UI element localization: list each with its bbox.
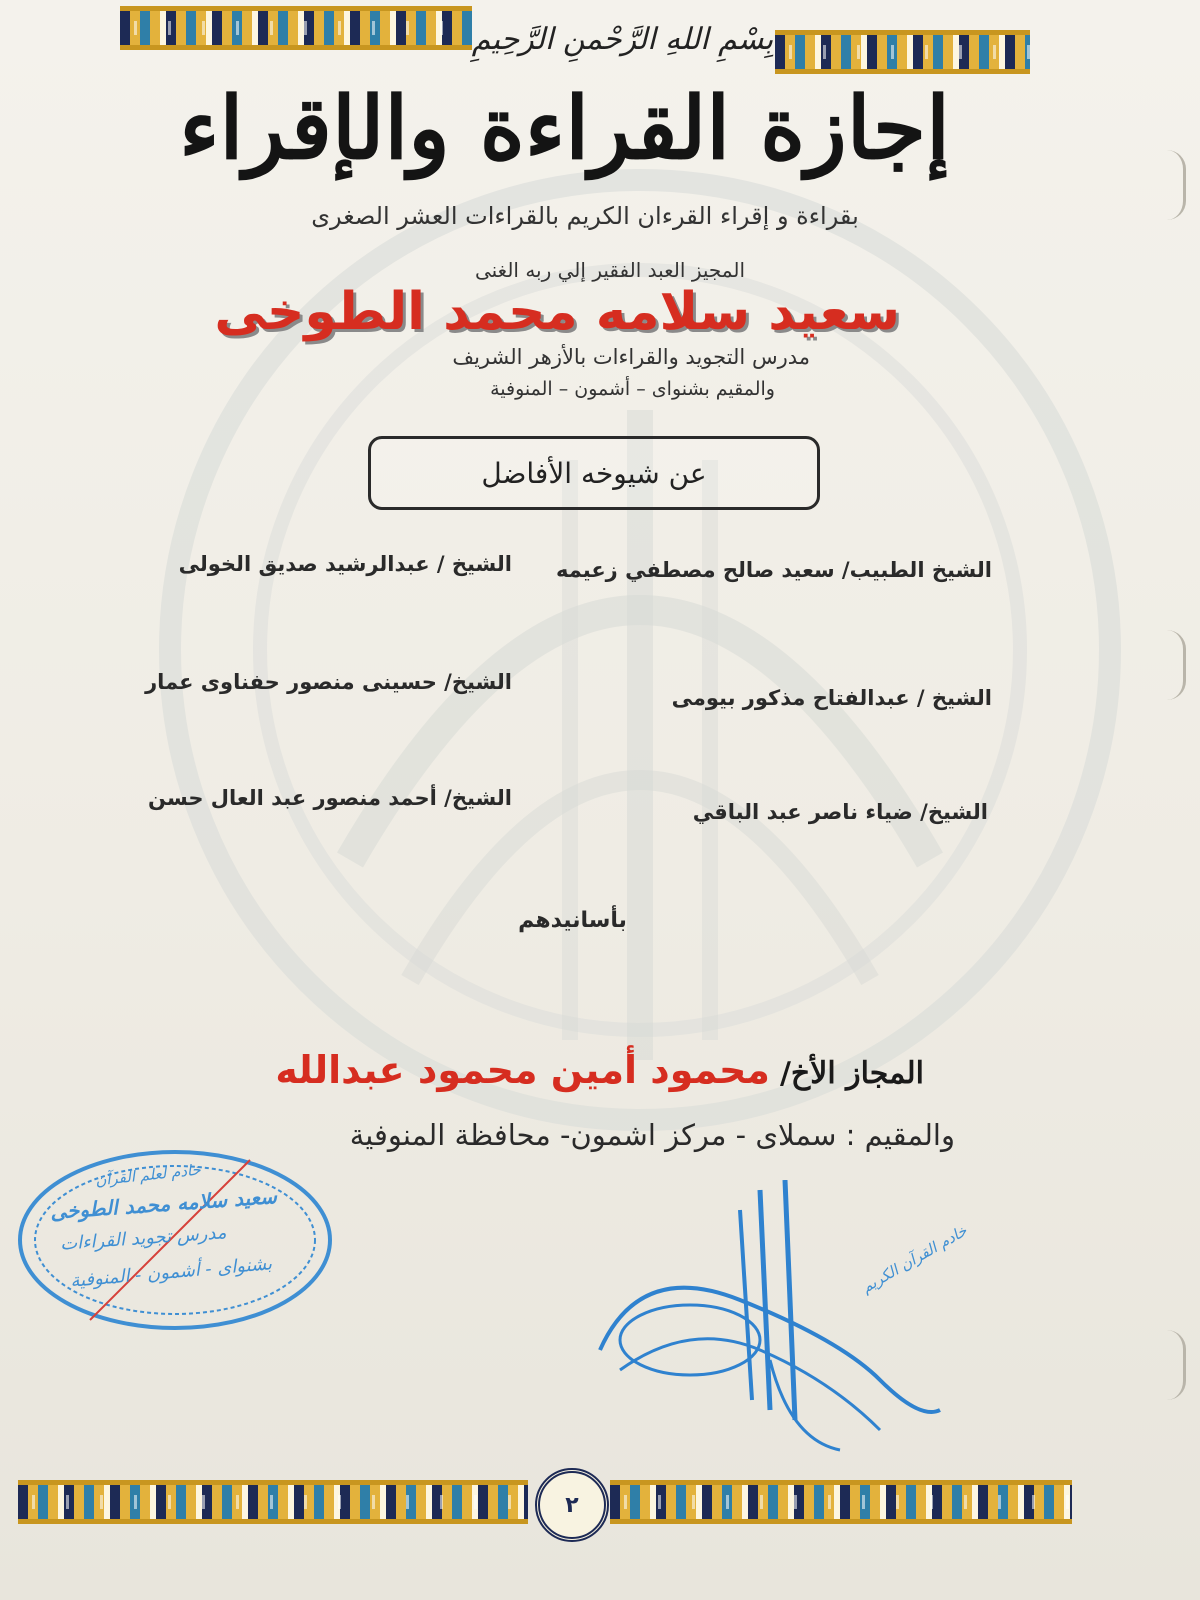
stamp-text: مدرس تجويد القراءات (59, 1222, 228, 1255)
sheikh-name: الشيخ/ حسينى منصور حفناوى عمار (145, 670, 512, 694)
stamp-text: خادم لعلم القرآن (94, 1160, 202, 1190)
mujiz-name: سعيد سلامه محمد الطوخى (214, 282, 900, 342)
stamp-text: بشنواى - أشمون - المنوفية (69, 1253, 273, 1292)
page-number: ٢ (535, 1468, 609, 1542)
sheikh-name: الشيخ / عبدالفتاح مذكور بيومى (671, 686, 992, 710)
mujiz-residence: والمقيم بشنواى – أشمون – المنوفية (490, 378, 775, 400)
sheikh-name: الشيخ/ ضياء ناصر عبد الباقي (692, 800, 988, 824)
mujaz-label: المجاز الأخ/ (779, 1056, 924, 1091)
certificate-subtitle: بقراءة و إقراء القرءان الكريم بالقراءات العشر الصغرى (311, 202, 859, 230)
ornamental-border-top-left (120, 6, 472, 50)
sheikh-name: الشيخ الطبيب/ سعيد صالح مصطفي زعيمه (555, 558, 992, 582)
sheikh-name: الشيخ / عبدالرشيد صديق الخولى (178, 552, 512, 576)
mujaz-name: محمود أمين محمود عبدالله (275, 1048, 770, 1092)
certificate-title: إجازة القراءة والإقراء (179, 78, 950, 179)
sheikhs-heading: عن شيوخه الأفاضل (481, 456, 707, 490)
stamp-text: سعيد سلامه محمد الطوخى (49, 1184, 278, 1224)
signature-text: خادم القرآن الكريم (858, 1221, 971, 1297)
mujaz-line (275, 1048, 924, 1092)
sheikh-name: الشيخ/ أحمد منصور عبد العال حسن (148, 786, 512, 810)
asaneed-label: بأسانيدهم (518, 908, 627, 933)
basmala: بِسْمِ اللهِ الرَّحْمنِ الرَّحِيمِ (471, 22, 774, 57)
mujiz-title: مدرس التجويد والقراءات بالأزهر الشريف (452, 345, 810, 369)
sheikhs-heading-box (368, 436, 820, 510)
ornamental-border-bottom-right (610, 1480, 1072, 1524)
binding-holes (1160, 0, 1200, 1600)
ornamental-border-top-right (775, 30, 1030, 74)
ornamental-border-bottom-left (18, 1480, 528, 1524)
mujiz-intro: المجيز العبد الفقير إلي ربه الغنى (474, 258, 746, 282)
tughra-signature (580, 1180, 1000, 1460)
mujaz-residence: والمقيم : سملاى - مركز اشمون- محافظة المنوفية (349, 1118, 955, 1152)
